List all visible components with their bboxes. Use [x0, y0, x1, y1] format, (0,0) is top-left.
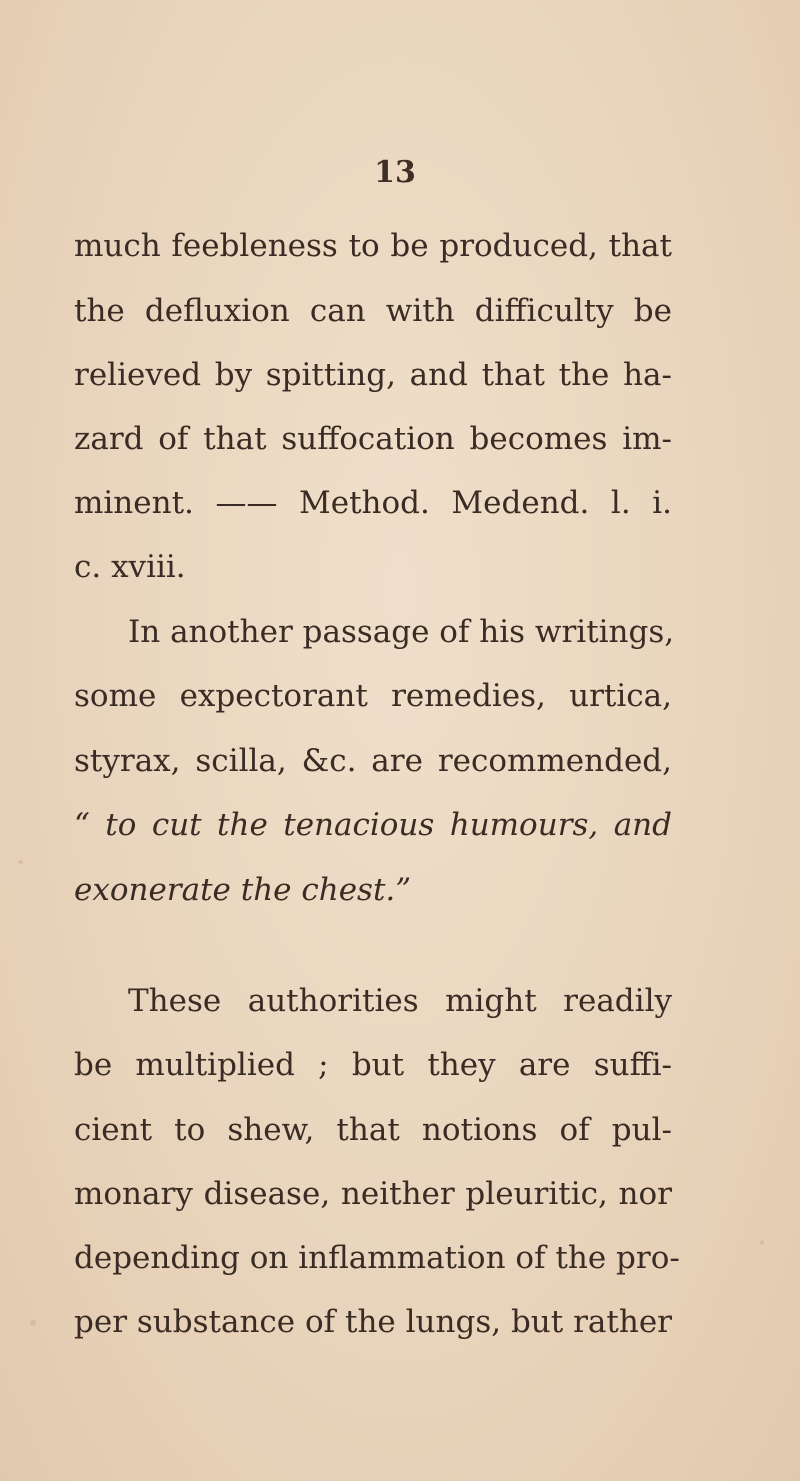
text-line: zard of that suffocation becomes im- [74, 421, 672, 457]
text-line: per substance of the lungs, but rather [74, 1304, 672, 1340]
paper-speck [18, 860, 23, 864]
quote-line: exonerate the chest.” [74, 872, 412, 908]
quote-line: “ to cut the tenacious humours, and [74, 807, 672, 843]
text-line: cient to shew, that notions of pul- [74, 1112, 672, 1148]
text-line: some expectorant remedies, urtica, [74, 678, 672, 714]
paper-speck [760, 1240, 764, 1245]
text-line: be multiplied ; but they are suffi- [74, 1047, 672, 1083]
text-line: the defluxion can with difficulty be [74, 293, 672, 329]
text-line: minent. —— Method. Medend. l. i. [74, 485, 672, 521]
text-line: much feebleness to be produced, that [74, 228, 672, 264]
paper-speck [30, 1320, 36, 1326]
text-line: styrax, scilla, &c. are recommended, [74, 743, 672, 779]
page-number: 13 [374, 155, 416, 190]
text-line: relieved by spitting, and that the ha- [74, 357, 672, 393]
paragraph-first-line: In another passage of his writings, [128, 614, 675, 650]
text-line: depending on inflammation of the pro- [74, 1240, 680, 1276]
text-line: c. xviii. [74, 549, 186, 585]
text-line: monary disease, neither pleuritic, nor [74, 1176, 672, 1212]
paragraph-first-line: These authorities might readily [128, 983, 672, 1019]
